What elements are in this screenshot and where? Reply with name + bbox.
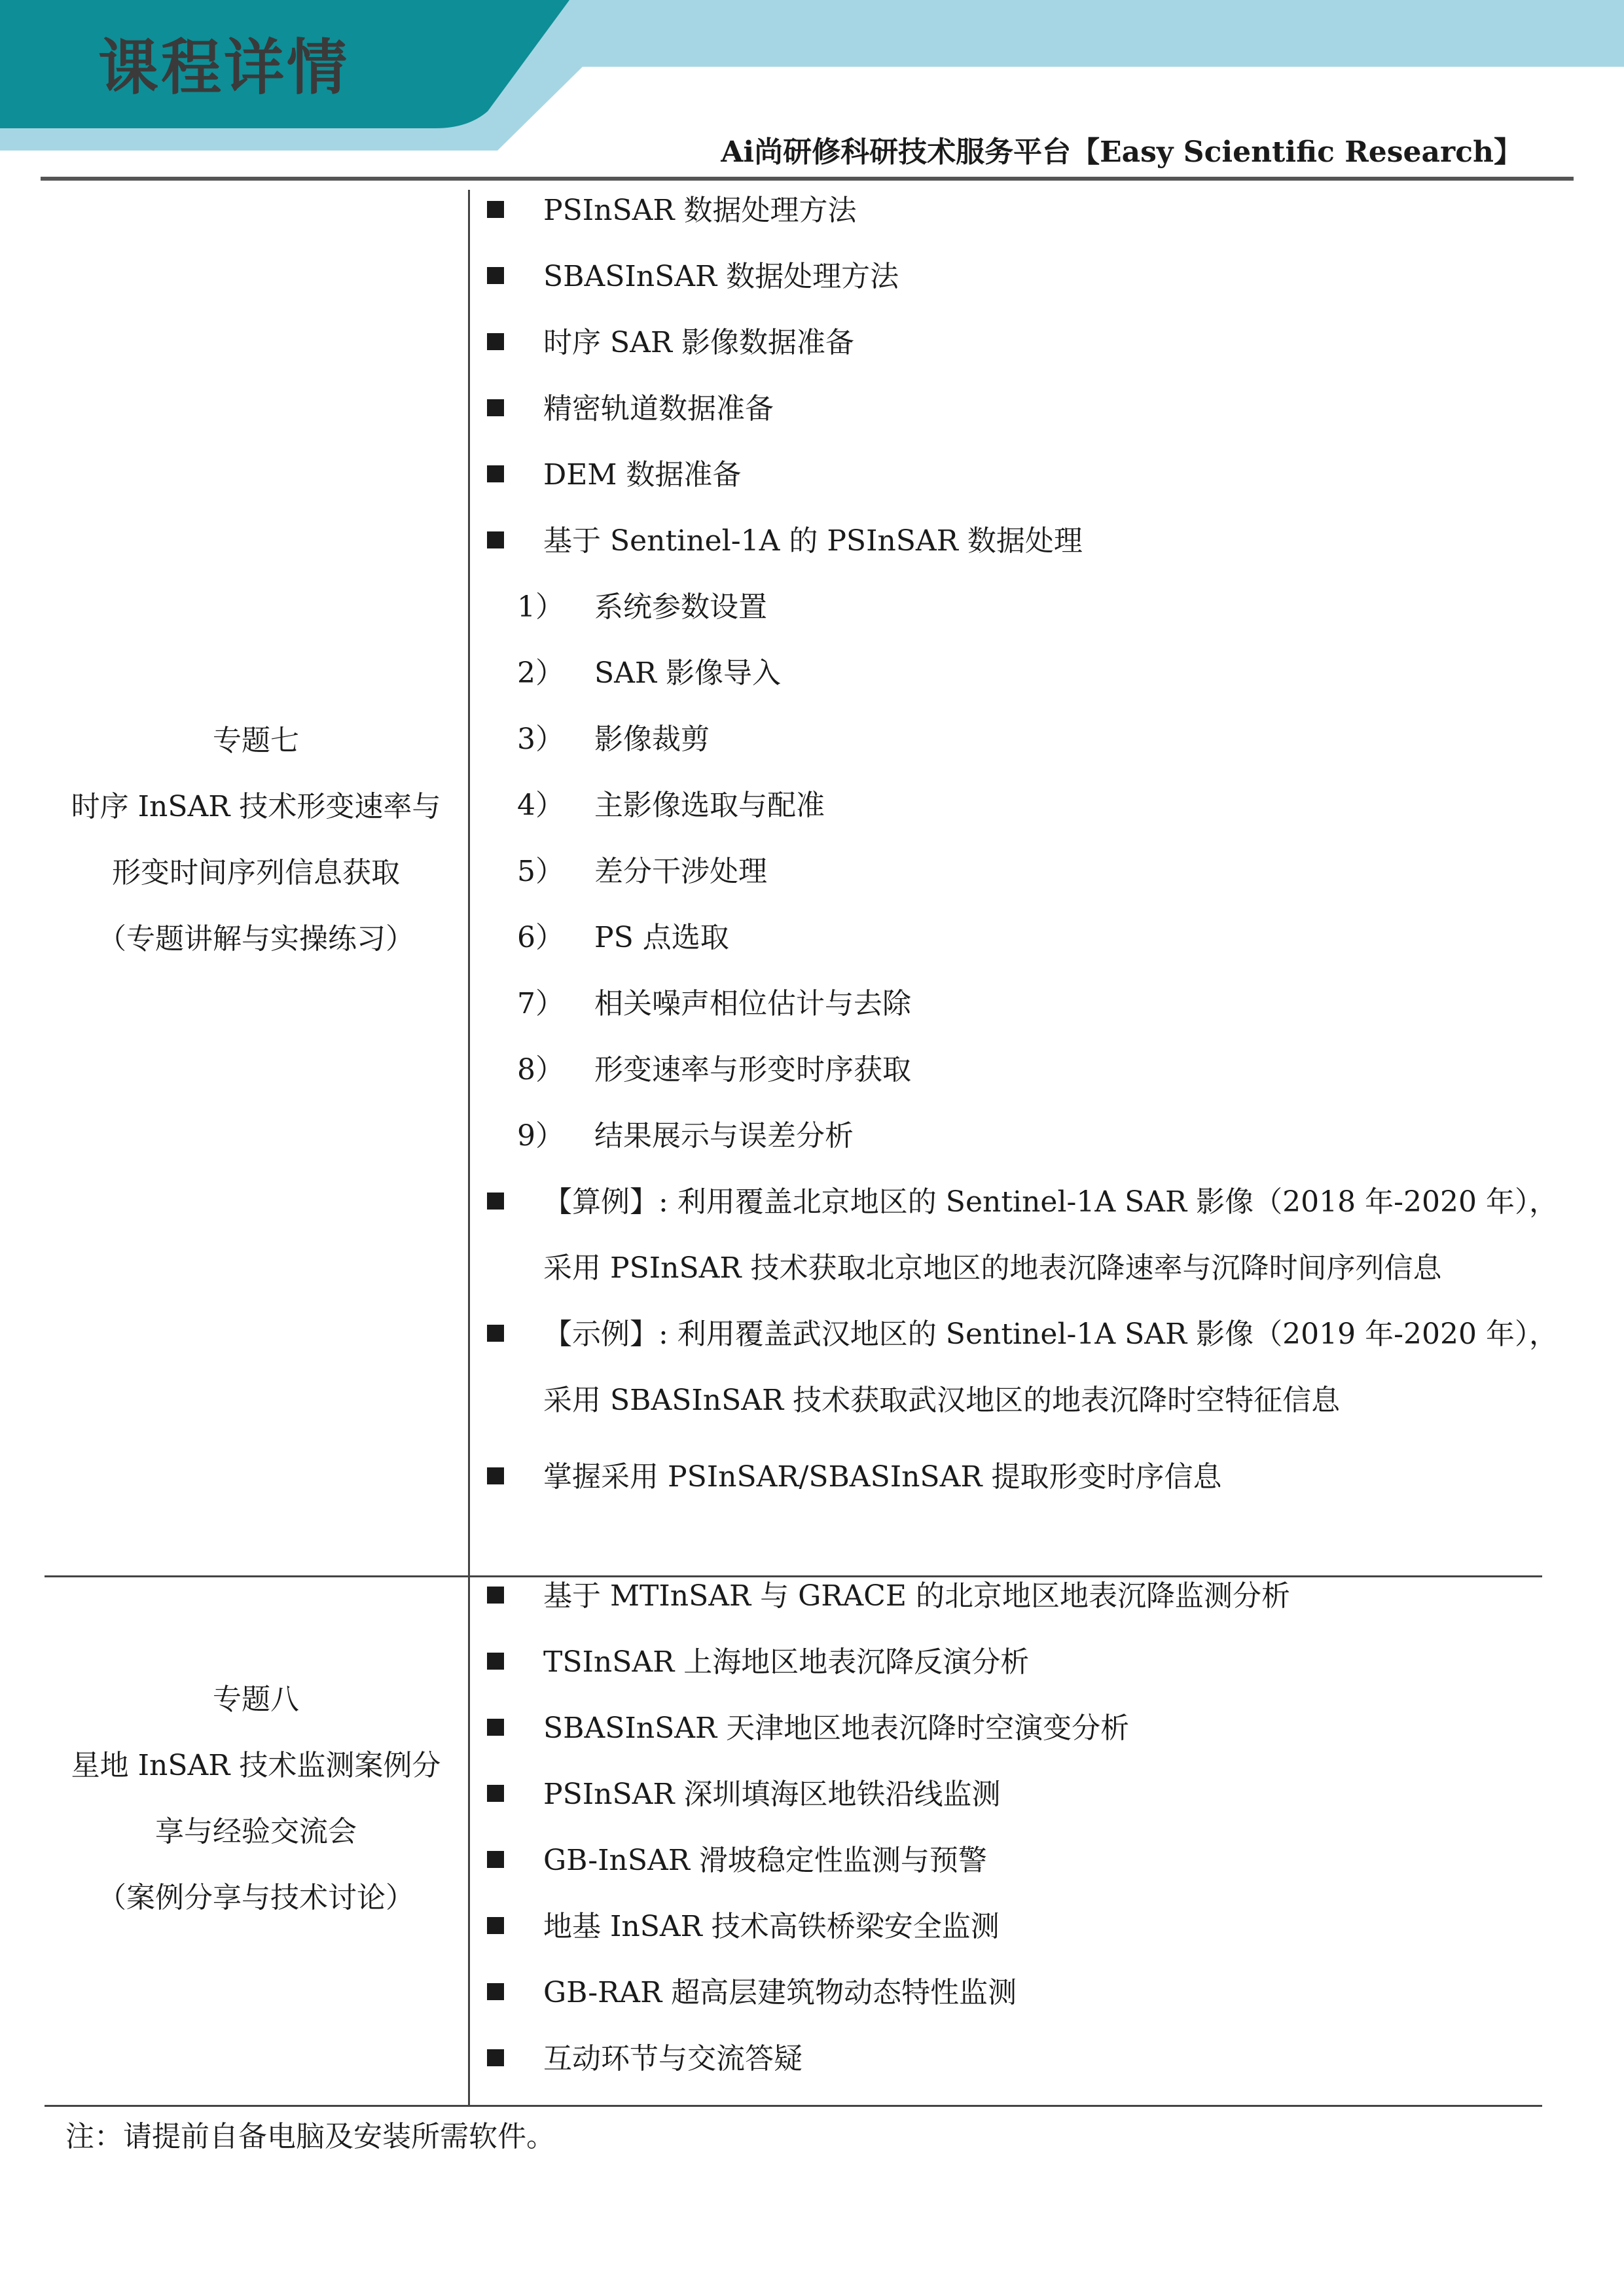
table-divider-row2 xyxy=(468,1577,470,2106)
topic-7-title-line1: 时序 InSAR 技术形变速率与 xyxy=(71,790,441,823)
sub-item-text: PS 点选取 xyxy=(594,921,729,954)
topic-8-format: （案例分享与技术讨论） xyxy=(98,1881,414,1914)
sub-item xyxy=(484,640,1571,706)
page-title: 课程详情 xyxy=(98,33,350,103)
list-item: 精密轨道数据准备 xyxy=(484,376,1571,442)
list-item: PSInSAR 数据处理方法 xyxy=(484,177,1571,243)
topic-7-cell xyxy=(45,702,467,977)
list-item: TSInSAR 上海地区地表沉降反演分析 xyxy=(484,1629,1571,1695)
sub-item xyxy=(484,772,1571,838)
topic-7-format: （专题讲解与实操练习） xyxy=(98,922,414,956)
list-item: GB-InSAR 滑坡稳定性监测与预警 xyxy=(484,1827,1571,1893)
list-item: 基于 Sentinel-1A 的 PSInSAR 数据处理 xyxy=(484,508,1571,574)
sub-item-text: 系统参数设置 xyxy=(594,590,767,624)
sub-item-number: 5） xyxy=(517,855,564,888)
list-item: DEM 数据准备 xyxy=(484,442,1571,508)
example-wuhan: 【示例】: 利用覆盖武汉地区的 Sentinel-1A SAR 影像（2019 年-2020 年），采用 SBASInSAR 技术获取武汉地区的地表沉降时空特征信息 xyxy=(484,1301,1571,1433)
sub-item xyxy=(484,971,1571,1037)
sub-item-number: 8） xyxy=(517,1053,564,1086)
sub-item-text: 相关噪声相位估计与去除 xyxy=(594,987,911,1020)
sub-item xyxy=(484,838,1571,905)
example-beijing: 【算例】: 利用覆盖北京地区的 Sentinel-1A SAR 影像（2018 年-2020 年），采用 PSInSAR 技术获取北京地区的地表沉降速率与沉降时间序列信息 xyxy=(484,1169,1571,1301)
sub-item-number: 9） xyxy=(517,1119,564,1153)
sub-item-text: SAR 影像导入 xyxy=(594,656,782,690)
list-item: SBASInSAR 数据处理方法 xyxy=(484,243,1571,310)
table-divider-row1 xyxy=(468,190,470,1577)
sub-item-text: 主影像选取与配准 xyxy=(594,789,825,822)
list-item: 地基 InSAR 技术高铁桥梁安全监测 xyxy=(484,1893,1571,1960)
sub-item xyxy=(484,706,1571,772)
sub-item xyxy=(484,1037,1571,1103)
list-item: 基于 MTInSAR 与 GRACE 的北京地区地表沉降监测分析 xyxy=(484,1563,1571,1629)
sub-item xyxy=(484,574,1571,640)
sub-item-text: 影像裁剪 xyxy=(594,723,710,756)
topic-8-title-line1: 星地 InSAR 技术监测案例分 xyxy=(71,1749,441,1782)
list-item: PSInSAR 深圳填海区地铁沿线监测 xyxy=(484,1761,1571,1827)
sub-item-text: 差分干涉处理 xyxy=(594,855,767,888)
list-item: 互动环节与交流答疑 xyxy=(484,2026,1571,2092)
topic-8-cell xyxy=(45,1661,467,1936)
sub-item-text: 形变速率与形变时序获取 xyxy=(594,1053,911,1086)
list-item: 时序 SAR 影像数据准备 xyxy=(484,310,1571,376)
sub-item-number: 7） xyxy=(517,987,564,1020)
topic-8-content xyxy=(484,1563,1571,2092)
topic-7-content xyxy=(484,177,1571,1510)
list-item-summary: 掌握采用 PSInSAR/SBASInSAR 提取形变时序信息 xyxy=(484,1444,1571,1510)
sub-item-text: 结果展示与误差分析 xyxy=(594,1119,854,1153)
sub-item-number: 6） xyxy=(517,921,564,954)
platform-name: Ai尚研修科研技术服务平台【Easy Scientific Research】 xyxy=(721,135,1523,169)
list-item: SBASInSAR 天津地区地表沉降时空演变分析 xyxy=(484,1695,1571,1761)
topic-7-title-line2: 形变时间序列信息获取 xyxy=(112,856,400,889)
sub-item-number: 1） xyxy=(517,590,564,624)
table-bottom-border xyxy=(45,2105,1542,2107)
sub-item-number: 3） xyxy=(517,723,564,756)
sub-item xyxy=(484,1103,1571,1169)
topic-7-number: 专题七 xyxy=(213,724,299,757)
sub-item-number: 2） xyxy=(517,656,564,690)
sub-item xyxy=(484,905,1571,971)
topic-8-title-line2: 享与经验交流会 xyxy=(155,1815,357,1848)
list-item: GB-RAR 超高层建筑物动态特性监测 xyxy=(484,1960,1571,2026)
topic-8-number: 专题八 xyxy=(213,1683,299,1716)
sub-item-number: 4） xyxy=(517,789,564,822)
footnote: 注：请提前自备电脑及安装所需软件。 xyxy=(65,2120,555,2153)
